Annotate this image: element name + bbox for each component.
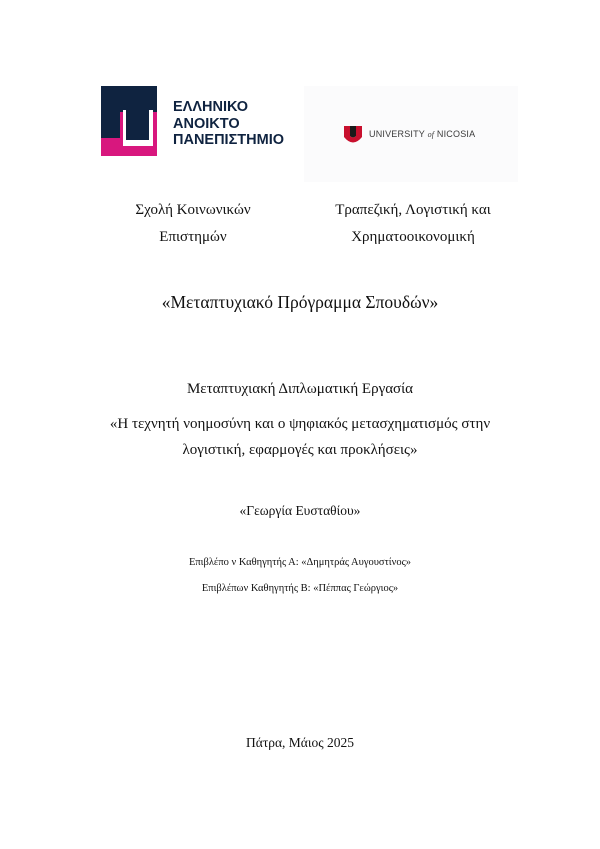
unic-logo-word-university: UNIVERSITY	[369, 129, 425, 139]
department-left-line1: Σχολή Κοινωνικών	[135, 202, 251, 218]
eap-logo-text	[173, 99, 284, 149]
eap-logo-line3: ΠΑΝΕΠΙΣΤΗΜΙΟ	[173, 132, 285, 148]
department-right-line1: Τραπεζική, Λογιστική και	[335, 202, 491, 218]
thesis-title	[0, 411, 600, 463]
department-right-line2: Χρηματοοικονομική	[351, 229, 475, 245]
eap-logo	[101, 86, 291, 156]
department-left-line2: Επιστημών	[159, 229, 227, 245]
supervisor-a: Επιβλέπο ν Καθηγητής Α: «Δημητράς Αυγουστίνος»	[188, 557, 412, 568]
unic-logo-word-nicosia: NICOSIA	[436, 129, 476, 139]
thesis-title-line2: λογιστική, εφαρμογές και προκλήσεις»	[182, 442, 418, 458]
thesis-title-line1: «Η τεχνητή νοημοσύνη και ο ψηφιακός μετασχηματισμός στην	[109, 416, 491, 432]
thesis-type: Μεταπτυχιακή Διπλωματική Εργασία	[186, 381, 414, 397]
unic-logo	[304, 86, 518, 182]
unic-emblem-icon	[342, 124, 364, 146]
unic-logo-word-of: of	[427, 130, 435, 139]
eap-logo-line1: ΕΛΛΗΝΙΚΟ	[173, 99, 249, 115]
program-title: «Μεταπτυχιακό Πρόγραμμα Σπουδών»	[161, 292, 439, 312]
unic-logo-text	[369, 129, 475, 139]
place-date: Πάτρα, Μάιος 2025	[246, 735, 354, 750]
supervisor-b: Επιβλέπων Καθηγητής Β: «Πέππας Γεώργιος»	[201, 583, 399, 594]
department-right	[310, 197, 516, 251]
eap-logo-line2: ΑΝΟΙΚΤΟ	[173, 115, 240, 132]
author-name: «Γεωργία Ευσταθίου»	[239, 503, 361, 518]
department-left	[100, 197, 286, 251]
eap-emblem-icon	[101, 86, 165, 156]
